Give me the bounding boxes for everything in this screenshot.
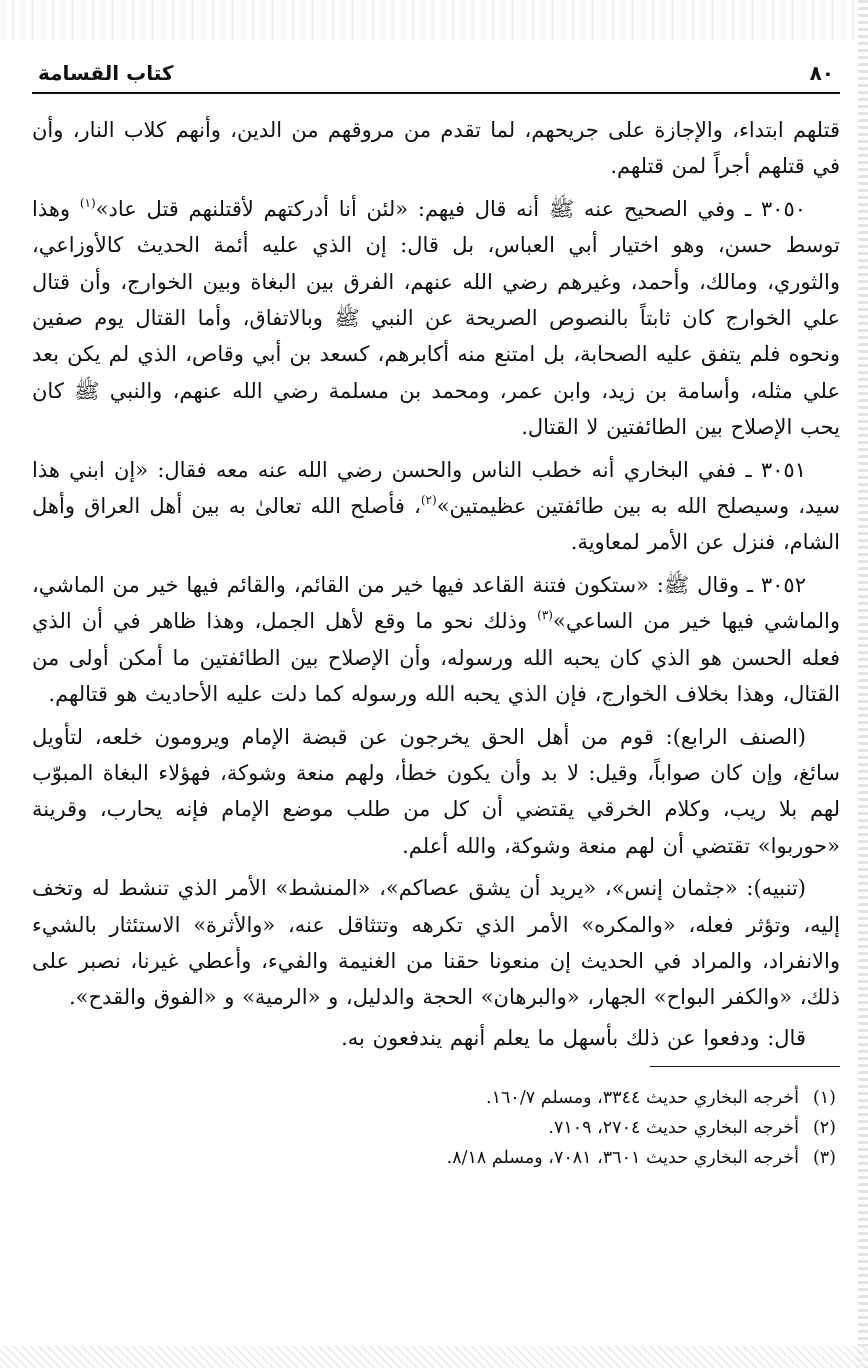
paragraph-text: (تنبيه): «جثمان إنس»، «يريد أن يشق عصاكم»، «المنشط» الأمر الذي تنشط له وتخف إليه، وتؤثر فعله، «والمكره» الأمر الذي تكرهه وتتثاقل عنه، «والأثرة» الاستئثار بالشيء والانفراد، والمراد في الحديث إن منعونا حقنا من الغنيمة والفيء، وأعطي غيرنا، نصبر على ذلك، «والكفر البواح» الجهار، «والبرهان» الحجة والدليل، و «الرمية» و «الفوق والقدح». bbox=[32, 876, 840, 1010]
footnote-ref: (٢) bbox=[420, 493, 437, 508]
footnote-ref: (١) bbox=[79, 195, 96, 210]
paragraph bbox=[32, 870, 840, 1016]
footnote-number: (٣) bbox=[812, 1148, 836, 1169]
page-number: ٨٠ bbox=[809, 61, 834, 85]
running-header bbox=[32, 56, 840, 94]
footnote-number: (١) bbox=[812, 1088, 836, 1109]
footnotes bbox=[32, 1083, 840, 1173]
footnote-ref: (٣) bbox=[537, 608, 553, 623]
book-page bbox=[32, 56, 840, 1173]
paragraph bbox=[32, 719, 840, 865]
paragraph-text: ، فأصلح الله تعالىٰ به بين أهل العراق وأهل الشام، فنزل عن الأمر لمعاوية. bbox=[32, 494, 840, 555]
paragraph-text: ٣٠٥٠ ـ وفي الصحيح عنه ﷺ أنه قال فيهم: «لئن أنا أدركتهم لأقتلنهم قتل عاد» bbox=[95, 196, 807, 221]
paragraph-text: قال: ودفعوا عن ذلك بأسهل ما يعلم أنهم يندفعون به. bbox=[341, 1025, 806, 1050]
scan-noise-right-edge bbox=[858, 0, 868, 1368]
footnote-text: أخرجه البخاري حديث ٣٦٠١، ٧٠٨١، ومسلم ٨/١٨. bbox=[446, 1148, 799, 1169]
paragraph bbox=[32, 567, 840, 713]
paragraph-text: ٣٠٥٢ ـ وقال ﷺ: «ستكون فتنة القاعد فيها خير من القائم، والقائم فيها خير من الماشي، والماشي فيها خير من الساعي» bbox=[32, 572, 840, 634]
main-text bbox=[32, 112, 840, 1056]
paragraph bbox=[32, 452, 840, 561]
footnote-text: أخرجه البخاري حديث ٢٧٠٤، ٧١٠٩. bbox=[548, 1118, 799, 1139]
paragraph-text: ٣٠٥١ ـ ففي البخاري أنه خطب الناس والحسن رضي الله عنه معه فقال: «إن ابني هذا سيد، وسيصلح الله به بين طائفتين عظيمتين» bbox=[32, 457, 841, 519]
paragraph-text: وهذا توسط حسن، وهو اختيار أبي العباس، بل قال: إن الذي عليه أئمة الحديث كالأوزاعي، والثوري، ومالك، وأحمد، وغيرهم رضي الله عنهم، الفرق بين البغاة وبين الخوارج، وأن قتال علي الخوارج كان ثابتاً بالنصوص الصريحة عن النبي ﷺ وبالاتفاق، وأما القتال يوم صفين ونحوه فلم يتفق عليه الصحابة، بل امتنع منه أكابرهم، كسعد بن أبي وقاص، الذي لم يكن بعد علي مثله، وأسامة بن زيد، وابن عمر، ومحمد بن مسلمة رضي الله عنهم، والنبي ﷺ كان يحب الإصلاح بين الطائفتين لا القتال. bbox=[32, 196, 840, 440]
paragraph-text: قتلهم ابتداء، والإجازة على جريحهم، لما تقدم من مروقهم من الدين، وأنهم كلاب النار، وأن في قتلهم أجراً لمن قتلهم. bbox=[32, 118, 840, 179]
footnote bbox=[32, 1143, 840, 1173]
footnote-divider bbox=[650, 1066, 840, 1067]
paragraph-text: (الصنف الرابع): قوم من أهل الحق يخرجون عن قبضة الإمام ويرومون خلعه، لتأويل سائغ، وإن كان صواباً، وقيل: لا بد وأن يكون خطأ، ولهم منعة وشوكة، فهؤلاء البغاة المبوّب لهم بلا ريب، وكلام الخرقي يقتضي أن كل من طلب موضع الإمام فإنه يحارب، وقرينة «حوربوا» تقتضي أن لهم منعة وشوكة، والله أعلم. bbox=[32, 724, 840, 858]
paragraph bbox=[32, 112, 840, 185]
paragraph bbox=[32, 191, 840, 446]
scan-noise-top bbox=[0, 0, 868, 40]
footnote bbox=[32, 1113, 840, 1143]
paragraph-text: وذلك نحو ما وقع لأهل الجمل، وهذا ظاهر في أن الذي فعله الحسن هو الذي كان يحبه الله ورسوله، وأن الإصلاح بين الطائفتين ما أمكن أولى من القتال، وهذا بخلاف الخوارج، فإن الذي يحبه الله ورسوله كما دلت عليه الأحاديث هو قتالهم. bbox=[32, 609, 840, 707]
footnote bbox=[32, 1083, 840, 1113]
paragraph bbox=[32, 1020, 840, 1056]
scan-noise-bottom bbox=[0, 1346, 868, 1368]
book-title: كتاب القسامة bbox=[38, 61, 174, 85]
footnote-text: أخرجه البخاري حديث ٣٣٤٤، ومسلم ١٦٠/٧. bbox=[486, 1088, 799, 1109]
footnote-number: (٢) bbox=[812, 1118, 836, 1139]
